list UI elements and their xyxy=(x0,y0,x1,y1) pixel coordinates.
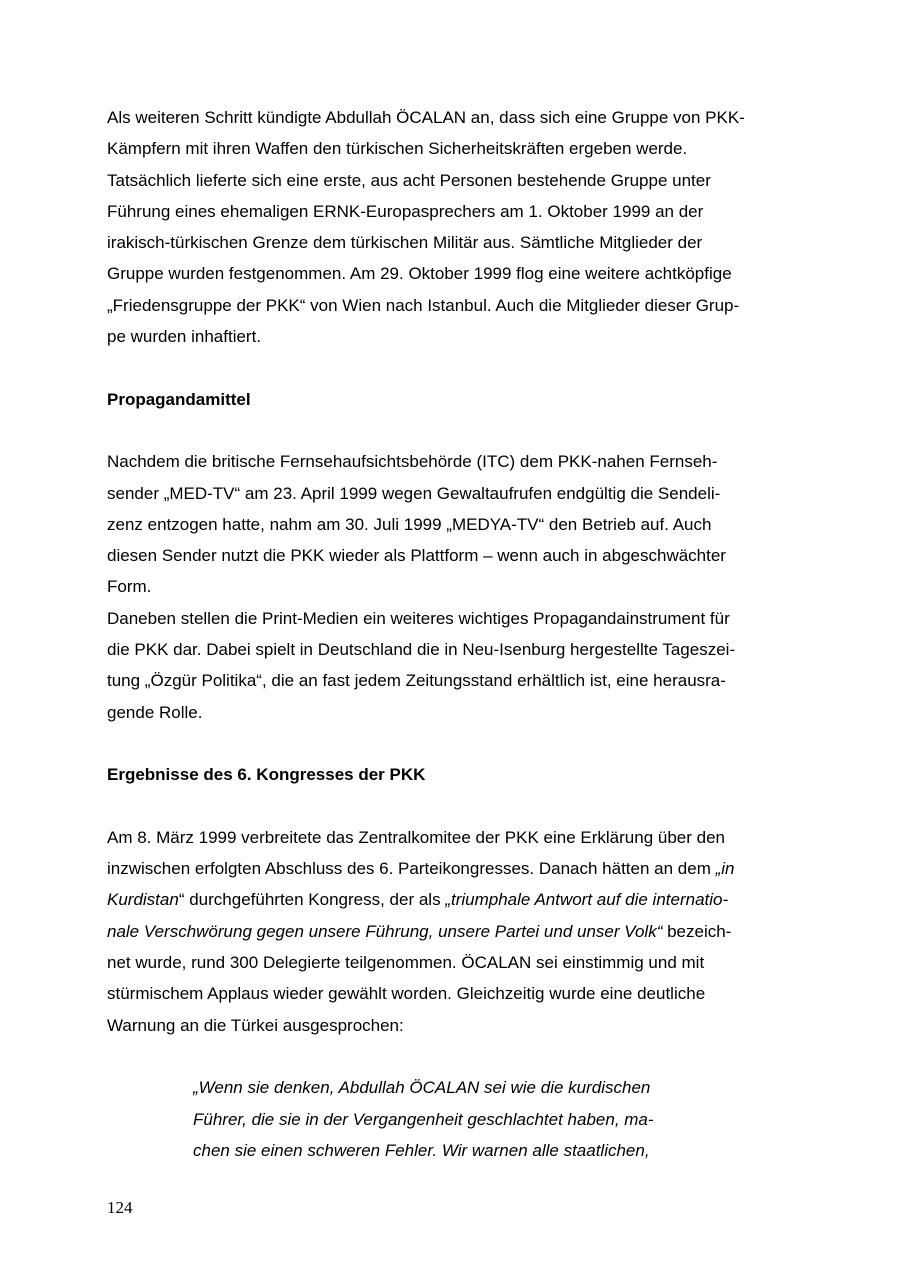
text-line: irakisch-türkischen Grenze dem türkischen Militär aus. Sämtliche Mitglieder der xyxy=(107,233,703,253)
italic-text: Kurdistan xyxy=(107,890,179,910)
text-line xyxy=(107,884,797,915)
text-line: Als weiteren Schritt kündigte Abdullah ÖCALAN an, dass sich eine Gruppe von PKK- xyxy=(107,108,745,127)
text-line: Führung eines ehemaligen ERNK-Europasprechers am 1. Oktober 1999 an der xyxy=(107,201,704,221)
text-line: pe wurden inhaftiert. xyxy=(107,327,262,347)
text-line: tung „Özgür Politika“, die an fast jedem Zeitungsstand erhältlich ist, eine herausra- xyxy=(107,671,726,691)
heading-kongress: Ergebnisse des 6. Kongresses der PKK xyxy=(107,765,426,785)
text-line: die PKK dar. Dabei spielt in Deutschland die in Neu-Isenburg hergestellte Tageszei- xyxy=(107,640,736,660)
text-line: net wurde, rund 300 Delegierte teilgenommen. ÖCALAN sei einstimmig und mit xyxy=(107,953,705,973)
page-number: 124 xyxy=(107,1198,133,1217)
text-line: Form. xyxy=(107,577,152,597)
spacer xyxy=(107,352,797,383)
spacer xyxy=(107,791,797,822)
spacer xyxy=(107,415,797,446)
text-line: „Friedensgruppe der PKK“ von Wien nach Istanbul. Auch die Mitglieder dieser Grup- xyxy=(107,295,740,315)
text-line: sender „MED-TV“ am 23. April 1999 wegen Gewaltaufrufen endgültig die Sendeli- xyxy=(107,483,721,503)
text-line: zenz entzogen hatte, nahm am 30. Juli 1999 „MEDYA-TV“ den Betrieb auf. Auch xyxy=(107,514,712,534)
text-line: Daneben stellen die Print-Medien ein weiteres wichtiges Propagandainstrument für xyxy=(107,608,730,628)
quote-line: chen sie einen schweren Fehler. Wir warnen alle staatlichen, xyxy=(193,1140,650,1160)
text-line xyxy=(107,916,797,947)
text-line: Kämpfern mit ihren Waffen den türkischen Sicherheitskräften ergeben werde. xyxy=(107,139,688,159)
paragraph-print-media xyxy=(107,603,797,728)
page-content xyxy=(107,102,797,1166)
text-segment: “ durchgeführten Kongress, der als xyxy=(178,890,446,910)
paragraph-kongress xyxy=(107,822,797,1041)
text-line: Am 8. März 1999 verbreitete das Zentralkomitee der PKK eine Erklärung über den xyxy=(107,827,725,847)
text-line: Gruppe wurden festgenommen. Am 29. Oktober 1999 flog eine weitere achtköpfige xyxy=(107,264,732,284)
text-line: gende Rolle. xyxy=(107,702,203,722)
text-line: diesen Sender nutzt die PKK wieder als Plattform – wenn auch in abgeschwächter xyxy=(107,546,726,566)
italic-text: nale Verschwörung gegen unsere Führung, unsere Partei und unser Volk“ xyxy=(107,921,663,941)
italic-text: „triumphale Antwort auf die internatio- xyxy=(445,890,729,910)
paragraph-tv xyxy=(107,446,797,602)
spacer xyxy=(107,728,797,759)
text-segment: bezeich- xyxy=(662,921,732,941)
paragraph-surrender xyxy=(107,102,797,352)
text-line: Warnung an die Türkei ausgesprochen: xyxy=(107,1015,404,1035)
quote-line: „Wenn sie denken, Abdullah ÖCALAN sei wie die kurdischen xyxy=(193,1078,651,1098)
text-segment: inzwischen erfolgten Abschluss des 6. Parteikongresses. Danach hätten an dem xyxy=(107,859,716,879)
text-line: stürmischem Applaus wieder gewählt worden. Gleichzeitig wurde eine deutliche xyxy=(107,984,706,1004)
text-line: Nachdem die britische Fernsehaufsichtsbehörde (ITC) dem PKK-nahen Fernseh- xyxy=(107,452,718,472)
text-line xyxy=(107,853,797,884)
italic-text: „in xyxy=(715,859,735,879)
block-quote xyxy=(193,1072,797,1166)
quote-line: Führer, die sie in der Vergangenheit geschlachtet haben, ma- xyxy=(193,1109,654,1129)
text-line: Tatsächlich lieferte sich eine erste, aus acht Personen bestehende Gruppe unter xyxy=(107,170,711,190)
spacer xyxy=(107,1041,797,1072)
heading-propagandamittel: Propagandamittel xyxy=(107,389,251,409)
